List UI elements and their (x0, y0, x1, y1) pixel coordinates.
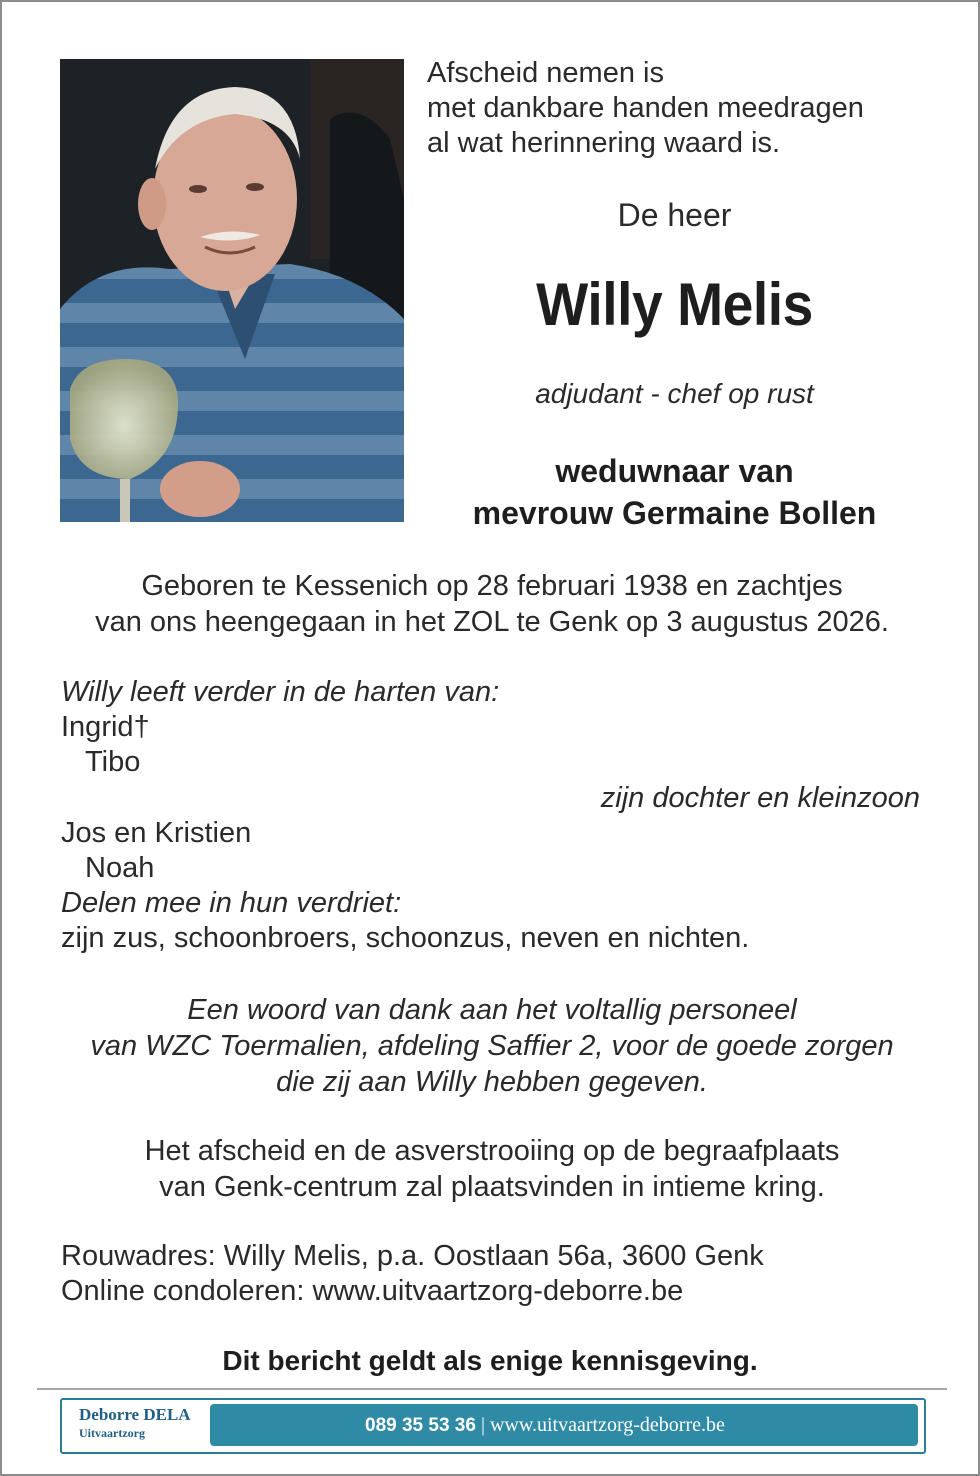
contact-bar (210, 1404, 918, 1446)
logo-subtitle: Uitvaartzorg (79, 1426, 145, 1440)
ceremony-note (42, 1133, 942, 1205)
death-line: van ons heengegaan in het ZOL te Genk op 3 augustus 2026. (95, 606, 889, 638)
notice-statement: Dit bericht geldt als enige kennisgeving. (222, 1345, 758, 1376)
website-link[interactable]: www.uitvaartzorg-deborre.be (489, 1414, 725, 1436)
poem (427, 56, 947, 161)
thanks-note (42, 992, 942, 1100)
widower-line: weduwnaar van (555, 453, 794, 489)
birth-death-notice (42, 568, 942, 640)
ceremony-line: van Genk-centrum zal plaatsvinden in intieme kring. (159, 1171, 825, 1203)
portrait-photo (60, 59, 404, 522)
spouse-name: mevrouw Germaine Bollen (472, 495, 877, 531)
logo-name: Deborre DELA (79, 1405, 191, 1424)
funeral-home-logo (79, 1406, 191, 1442)
contact-info (61, 1239, 764, 1309)
portrait-illustration (60, 59, 404, 522)
phone-number[interactable]: 089 35 53 36 (365, 1415, 476, 1436)
divider (37, 1388, 947, 1390)
deceased-rank: adjudant - chef op rust (535, 378, 814, 409)
family-relatives: zijn zus, schoonbroers, schoonzus, neven en nichten. (61, 922, 750, 954)
separator: | (480, 1414, 485, 1436)
thanks-line: van WZC Toermalien, afdeling Saffier 2, voor de goede zorgen (90, 1030, 894, 1062)
honorific: De heer (617, 197, 732, 233)
share-intro: Delen mee in hun verdriet: (61, 887, 402, 919)
poem-line: al wat herinnering waard is. (427, 127, 781, 159)
deceased-name: Willy Melis (536, 271, 813, 338)
family-child: Noah (85, 852, 155, 884)
poem-line: Afscheid nemen is (427, 57, 664, 89)
family-list-2 (61, 816, 749, 956)
widower-note (427, 450, 922, 534)
family-daughter: Ingrid† (61, 711, 150, 743)
ceremony-line: Het afscheid en de asverstrooiing op de begraafplaats (144, 1135, 840, 1167)
poem-line: met dankbare handen meedragen (427, 92, 864, 124)
family-grandson: Tibo (85, 746, 141, 778)
birth-line: Geboren te Kessenich op 28 februari 1938 en zachtjes (141, 570, 843, 602)
family-relation: zijn dochter en kleinzoon (600, 782, 920, 814)
mourning-address: Rouwadres: Willy Melis, p.a. Oostlaan 56a, 3600 Genk (61, 1240, 764, 1272)
family-couple: Jos en Kristien (61, 817, 252, 849)
family-list (61, 675, 499, 780)
family-intro: Willy leeft verder in de harten van: (61, 676, 500, 708)
thanks-line: Een woord van dank aan het voltallig personeel (187, 994, 797, 1026)
funeral-home-footer (60, 1398, 926, 1454)
online-condolence: Online condoleren: www.uitvaartzorg-deborre.be (61, 1275, 684, 1307)
thanks-line: die zij aan Willy hebben gegeven. (276, 1066, 708, 1098)
